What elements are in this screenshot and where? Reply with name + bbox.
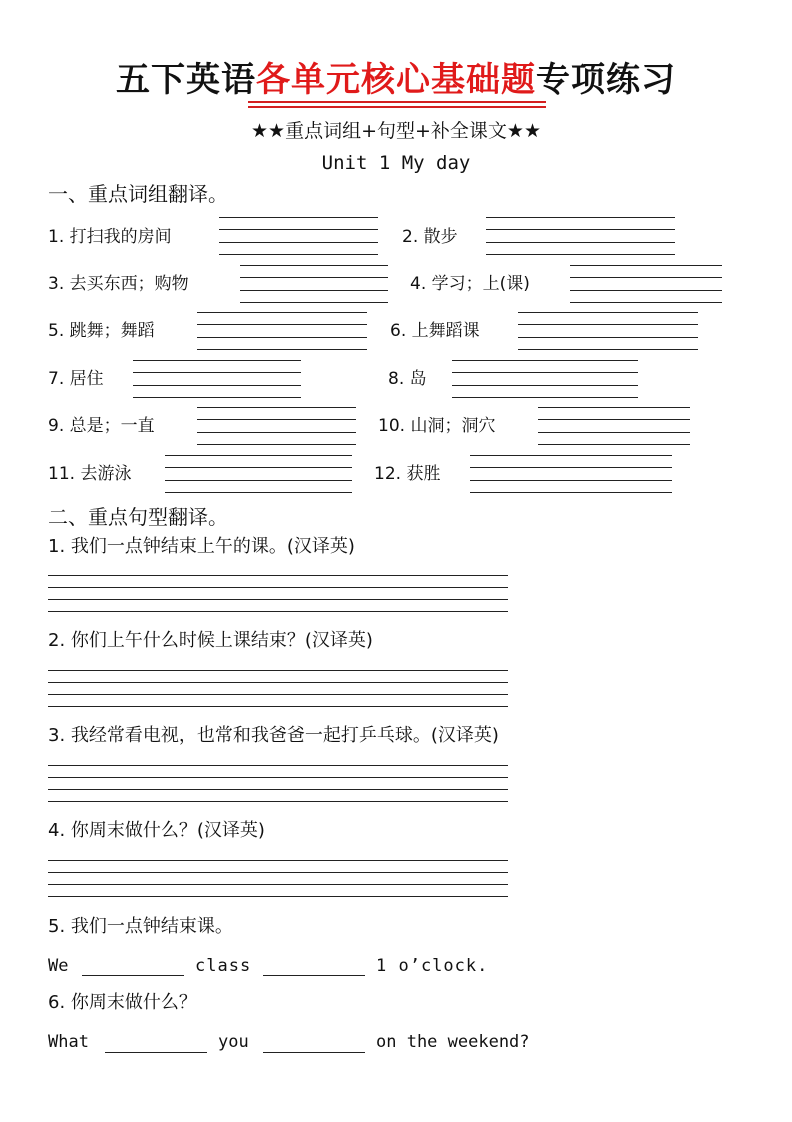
- phrase-label-10: 10. 山洞；洞穴: [378, 416, 496, 436]
- answer-grid-1[interactable]: [219, 217, 378, 255]
- phrase-label-7: 7. 居住: [48, 369, 104, 389]
- phrase-label-3: 3. 去买东西；购物: [48, 274, 189, 294]
- title-suffix: 专项练习: [536, 60, 676, 100]
- sentence-question-3: 3. 我经常看电视，也常和我爸爸一起打乒乓球。(汉译英): [48, 725, 499, 746]
- sentence-question-6: 6. 你周末做什么？: [48, 992, 197, 1013]
- answer-grid-11[interactable]: [165, 455, 352, 493]
- sentence-question-5: 5. 我们一点钟结束课。: [48, 916, 233, 937]
- fill5-word-1: We: [48, 956, 69, 976]
- sentence-answer-grid-2[interactable]: [48, 670, 508, 708]
- answer-grid-7[interactable]: [133, 360, 301, 398]
- answer-grid-2[interactable]: [486, 217, 675, 255]
- answer-grid-12[interactable]: [470, 455, 672, 493]
- phrase-label-2: 2. 散步: [402, 227, 458, 247]
- fill6-blank-1[interactable]: [105, 1052, 207, 1053]
- answer-grid-10[interactable]: [538, 407, 690, 445]
- answer-grid-3[interactable]: [240, 265, 388, 303]
- title-underline-bottom: [248, 106, 546, 108]
- sentence-answer-grid-1[interactable]: [48, 575, 508, 613]
- phrase-label-12: 12. 获胜: [374, 464, 441, 484]
- answer-grid-6[interactable]: [518, 312, 698, 350]
- phrase-label-9: 9. 总是；一直: [48, 416, 155, 436]
- answer-grid-4[interactable]: [570, 265, 722, 303]
- title-underline-top: [248, 101, 546, 103]
- subtitle: ★★重点词组+句型+补全课文★★: [251, 120, 541, 142]
- phrase-label-4: 4. 学习；上(课): [410, 274, 530, 294]
- fill5-word-3: 1 o’clock.: [376, 956, 489, 976]
- phrase-label-5: 5. 跳舞；舞蹈: [48, 321, 155, 341]
- fill6-word-3: on the weekend?: [376, 1032, 530, 1052]
- phrase-label-6: 6. 上舞蹈课: [390, 321, 480, 341]
- answer-grid-9[interactable]: [197, 407, 356, 445]
- fill5-blank-1[interactable]: [82, 975, 184, 976]
- title-highlight: 各单元核心基础题: [256, 60, 536, 100]
- fill5-word-2: class: [195, 956, 252, 976]
- answer-grid-5[interactable]: [197, 312, 367, 350]
- fill6-blank-2[interactable]: [263, 1052, 365, 1053]
- phrase-label-11: 11. 去游泳: [48, 464, 132, 484]
- section2-heading: 二、重点句型翻译。: [48, 505, 228, 529]
- fill6-word-2: you: [218, 1032, 249, 1052]
- answer-grid-8[interactable]: [452, 360, 638, 398]
- unit-title: Unit 1 My day: [321, 152, 471, 174]
- fill5-blank-2[interactable]: [263, 975, 365, 976]
- title-prefix: 五下英语: [116, 60, 256, 100]
- page-title: [0, 58, 792, 102]
- phrase-label-8: 8. 岛: [388, 369, 427, 389]
- fill6-word-1: What: [48, 1032, 89, 1052]
- sentence-answer-grid-4[interactable]: [48, 860, 508, 898]
- sentence-question-2: 2. 你们上午什么时候上课结束？(汉译英): [48, 630, 373, 651]
- section1-heading: 一、重点词组翻译。: [48, 182, 228, 206]
- sentence-question-4: 4. 你周末做什么？(汉译英): [48, 820, 265, 841]
- sentence-question-1: 1. 我们一点钟结束上午的课。(汉译英): [48, 536, 355, 557]
- phrase-label-1: 1. 打扫我的房间: [48, 227, 172, 247]
- sentence-answer-grid-3[interactable]: [48, 765, 508, 803]
